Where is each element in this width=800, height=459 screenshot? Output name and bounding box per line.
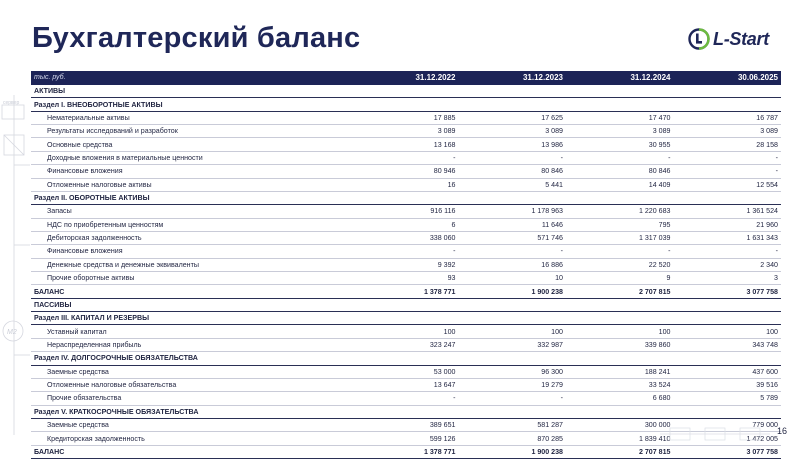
row-label: Раздел I. ВНЕОБОРОТНЫЕ АКТИВЫ [31, 98, 351, 111]
cell-value: 100 [459, 325, 567, 338]
cell-value: 1 220 683 [566, 205, 674, 218]
company-logo [688, 26, 769, 52]
cell-value: 3 089 [566, 125, 674, 138]
cell-value: 17 470 [566, 111, 674, 124]
cell-value: 870 285 [459, 432, 567, 445]
cell-value: - [566, 245, 674, 258]
cell-value: 3 089 [459, 125, 567, 138]
table-row [31, 392, 781, 405]
row-label: Финансовые вложения [31, 245, 351, 258]
table-row [31, 111, 781, 124]
cell-value: 5 789 [674, 392, 782, 405]
cell-value: 3 089 [674, 125, 782, 138]
cell-value: 6 [351, 218, 459, 231]
cell-value [459, 191, 567, 204]
cell-value: 437 600 [674, 365, 782, 378]
row-label: ПАССИВЫ [31, 298, 351, 311]
row-label: Уставный капитал [31, 325, 351, 338]
cell-value: 3 077 758 [674, 285, 782, 298]
cell-value [674, 352, 782, 365]
cell-value: 16 886 [459, 258, 567, 271]
cell-value: 96 300 [459, 365, 567, 378]
cell-value [459, 98, 567, 111]
cell-value [459, 312, 567, 325]
section-header-row [31, 191, 781, 204]
total-row [31, 285, 781, 298]
cell-value [459, 298, 567, 311]
cell-value: 323 247 [351, 338, 459, 351]
cell-value: 11 646 [459, 218, 567, 231]
cell-value: 53 000 [351, 365, 459, 378]
row-label: Раздел III. КАПИТАЛ И РЕЗЕРВЫ [31, 312, 351, 325]
cell-value [351, 352, 459, 365]
cell-value: 1 378 771 [351, 445, 459, 458]
cell-value: - [674, 165, 782, 178]
cell-value: 100 [674, 325, 782, 338]
cell-value: 100 [566, 325, 674, 338]
table-header-row [31, 71, 781, 85]
section-header-row [31, 98, 781, 111]
cell-value: 10 [459, 272, 567, 285]
cell-value: 916 116 [351, 205, 459, 218]
cell-value [459, 352, 567, 365]
cell-value: - [351, 151, 459, 164]
cell-value: 80 946 [351, 165, 459, 178]
row-label: Основные средства [31, 138, 351, 151]
cell-value: 16 [351, 178, 459, 191]
table-row [31, 365, 781, 378]
cell-value [566, 352, 674, 365]
cell-value: - [459, 245, 567, 258]
cell-value: 39 516 [674, 378, 782, 391]
row-label: Кредиторская задолженность [31, 432, 351, 445]
table-row [31, 231, 781, 244]
cell-value: 1 900 238 [459, 285, 567, 298]
cell-value: 389 651 [351, 418, 459, 431]
cell-value: 100 [351, 325, 459, 338]
cell-value [674, 191, 782, 204]
corner-schematic-decoration [660, 420, 770, 448]
cell-value [459, 85, 567, 98]
cell-value: 1 631 343 [674, 231, 782, 244]
cell-value [674, 298, 782, 311]
table-row [31, 205, 781, 218]
row-label: БАЛАНС [31, 445, 351, 458]
row-label: Запасы [31, 205, 351, 218]
cell-value: 30 955 [566, 138, 674, 151]
section-header-row [31, 312, 781, 325]
row-label: Заемные средства [31, 418, 351, 431]
column-header-date: 31.12.2022 [351, 71, 459, 85]
cell-value: 22 520 [566, 258, 674, 271]
cell-value [351, 312, 459, 325]
row-label: Нематериальные активы [31, 111, 351, 124]
row-label: Раздел V. КРАТКОСРОЧНЫЕ ОБЯЗАТЕЛЬСТВА [31, 405, 351, 418]
background-schematic-decoration [0, 95, 34, 448]
cell-value: 3 089 [351, 125, 459, 138]
cell-value: 19 279 [459, 378, 567, 391]
cell-value: - [674, 151, 782, 164]
cell-value: - [459, 151, 567, 164]
cell-value: 80 846 [459, 165, 567, 178]
row-label: АКТИВЫ [31, 85, 351, 98]
cell-value [459, 405, 567, 418]
cell-value: 3 [674, 272, 782, 285]
cell-value: 1 317 039 [566, 231, 674, 244]
row-label: БАЛАНС [31, 285, 351, 298]
cell-value [566, 98, 674, 111]
table-row [31, 138, 781, 151]
cell-value: 13 986 [459, 138, 567, 151]
cell-value: - [459, 392, 567, 405]
cell-value: 599 126 [351, 432, 459, 445]
cell-value: 339 860 [566, 338, 674, 351]
table-row [31, 151, 781, 164]
row-label: Прочие обязательства [31, 392, 351, 405]
table-row [31, 125, 781, 138]
row-label: Раздел II. ОБОРОТНЫЕ АКТИВЫ [31, 191, 351, 204]
cell-value: 571 746 [459, 231, 567, 244]
cell-value [674, 98, 782, 111]
table-row [31, 338, 781, 351]
page-title: Бухгалтерский баланс [32, 22, 361, 54]
svg-text:сервер: сервер [3, 100, 20, 106]
cell-value [566, 298, 674, 311]
table-row [31, 178, 781, 191]
cell-value: 12 554 [674, 178, 782, 191]
cell-value [674, 312, 782, 325]
cell-value: - [351, 392, 459, 405]
cell-value: 1 361 524 [674, 205, 782, 218]
cell-value [674, 405, 782, 418]
table-row [31, 245, 781, 258]
cell-value: 1 178 963 [459, 205, 567, 218]
cell-value: 1 900 238 [459, 445, 567, 458]
table-row [31, 325, 781, 338]
cell-value [351, 405, 459, 418]
cell-value: 16 787 [674, 111, 782, 124]
cell-value: 9 392 [351, 258, 459, 271]
row-label: Отложенные налоговые активы [31, 178, 351, 191]
cell-value: 2 707 815 [566, 285, 674, 298]
cell-value: 338 060 [351, 231, 459, 244]
cell-value: 795 [566, 218, 674, 231]
section-header-row [31, 405, 781, 418]
table-body [31, 85, 781, 459]
section-header-row [31, 298, 781, 311]
row-label: Отложенные налоговые обязательства [31, 378, 351, 391]
cell-value: 3 077 758 [674, 445, 782, 458]
column-header-date: 30.06.2025 [674, 71, 782, 85]
cell-value: 188 241 [566, 365, 674, 378]
cell-value [351, 98, 459, 111]
cell-value: 581 287 [459, 418, 567, 431]
cell-value [566, 85, 674, 98]
cell-value: 80 846 [566, 165, 674, 178]
cell-value: - [674, 245, 782, 258]
row-label: Нераспределенная прибыль [31, 338, 351, 351]
cell-value: 28 158 [674, 138, 782, 151]
cell-value: 1 378 771 [351, 285, 459, 298]
cell-value [566, 191, 674, 204]
cell-value: 17 625 [459, 111, 567, 124]
table-row [31, 218, 781, 231]
row-label: Дебиторская задолженность [31, 231, 351, 244]
cell-value: 6 680 [566, 392, 674, 405]
svg-text:M2: M2 [7, 329, 17, 336]
cell-value: 21 960 [674, 218, 782, 231]
unit-label: тыс. руб. [31, 71, 351, 85]
cell-value: 1 472 005 [674, 432, 782, 445]
cell-value: 33 524 [566, 378, 674, 391]
cell-value [674, 85, 782, 98]
row-label: Финансовые вложения [31, 165, 351, 178]
cell-value: 1 839 410 [566, 432, 674, 445]
cell-value: 2 707 815 [566, 445, 674, 458]
cell-value: 93 [351, 272, 459, 285]
table-row [31, 272, 781, 285]
cell-value: 17 885 [351, 111, 459, 124]
cell-value: 5 441 [459, 178, 567, 191]
cell-value: 2 340 [674, 258, 782, 271]
logo-mark-icon [688, 28, 710, 50]
section-header-row [31, 85, 781, 98]
cell-value: 13 168 [351, 138, 459, 151]
row-label: НДС по приобретенным ценностям [31, 218, 351, 231]
cell-value [566, 405, 674, 418]
cell-value: 13 647 [351, 378, 459, 391]
balance-sheet-table [31, 71, 781, 459]
cell-value: 9 [566, 272, 674, 285]
cell-value [351, 191, 459, 204]
row-label: Прочие оборотные активы [31, 272, 351, 285]
cell-value: 14 409 [566, 178, 674, 191]
cell-value: - [351, 245, 459, 258]
cell-value: 332 987 [459, 338, 567, 351]
table-row [31, 258, 781, 271]
cell-value: - [566, 151, 674, 164]
logo-text: L-Start [713, 28, 769, 49]
table-row [31, 378, 781, 391]
cell-value [351, 298, 459, 311]
row-label: Результаты исследований и разработок [31, 125, 351, 138]
table-row [31, 165, 781, 178]
row-label: Доходные вложения в материальные ценности [31, 151, 351, 164]
column-header-date: 31.12.2024 [566, 71, 674, 85]
section-header-row [31, 352, 781, 365]
row-label: Раздел IV. ДОЛГОСРОЧНЫЕ ОБЯЗАТЕЛЬСТВА [31, 352, 351, 365]
page-number: 16 [777, 426, 788, 436]
row-label: Заемные средства [31, 365, 351, 378]
cell-value: 343 748 [674, 338, 782, 351]
column-header-date: 31.12.2023 [459, 71, 567, 85]
cell-value [351, 85, 459, 98]
cell-value: 779 000 [674, 418, 782, 431]
cell-value: 300 000 [566, 418, 674, 431]
row-label: Денежные средства и денежные эквиваленты [31, 258, 351, 271]
cell-value [566, 312, 674, 325]
